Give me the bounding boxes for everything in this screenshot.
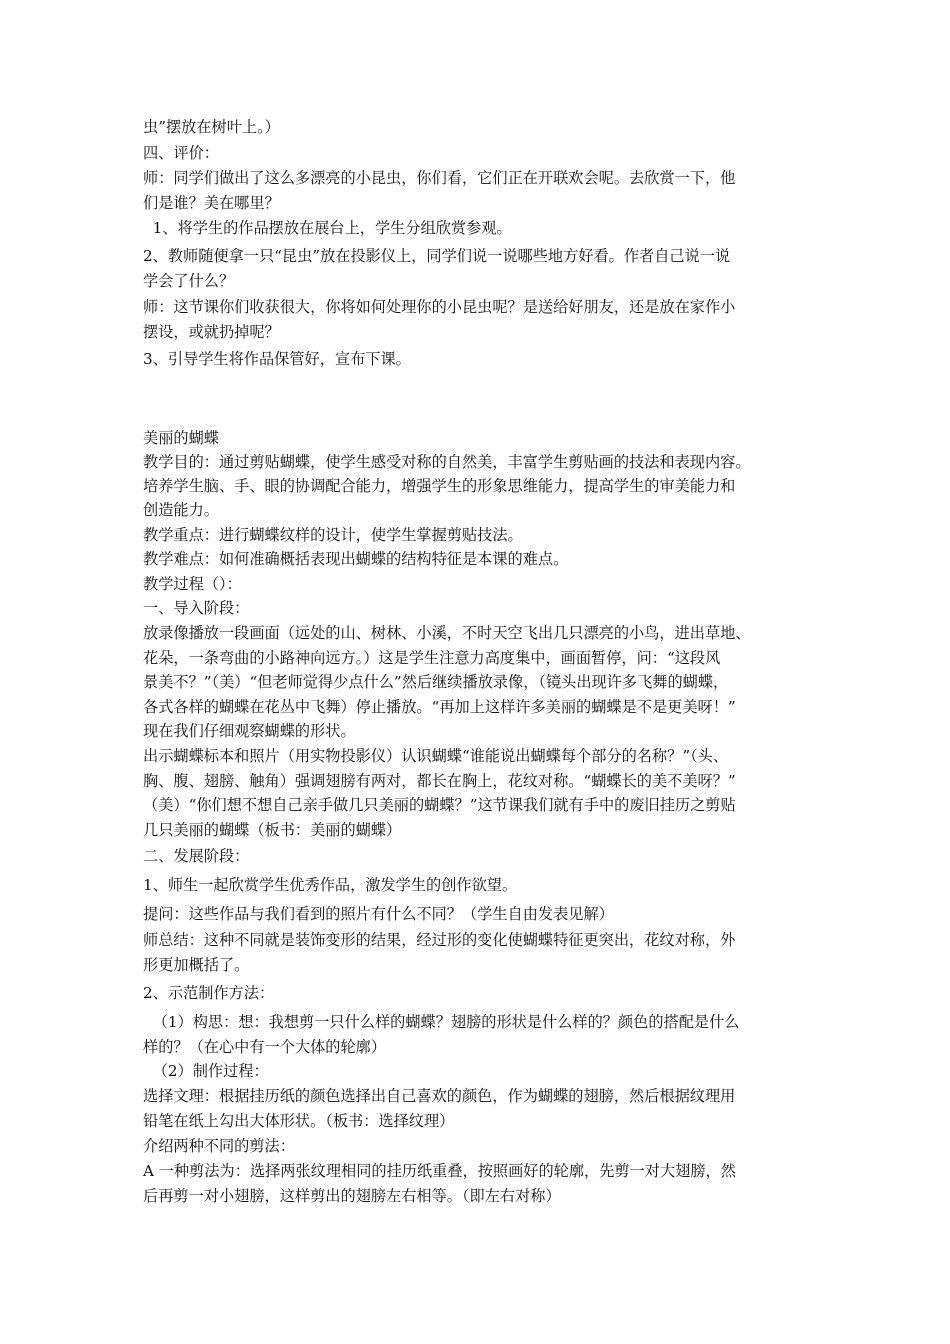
- text-line: 提问：这些作品与我们看到的照片有什么不同？（学生自由发表见解）: [143, 905, 614, 923]
- text-line: （美）“你们想不想自己亲手做几只美丽的蝴蝶？”这节课我们就有手中的废旧挂历之剪贴: [143, 796, 736, 814]
- text-line: 后再剪一对小翅膀，这样剪出的翅膀左右相等。（即左右对称）: [143, 1187, 561, 1205]
- text-line: 选择文理：根据挂历纸的颜色选择出自己喜欢的颜色，作为蝴蝶的翅膀，然后根据纹理用: [143, 1087, 736, 1105]
- text-line: 几只美丽的蝴蝶（板书：美丽的蝴蝶）: [143, 821, 402, 839]
- text-line: 教学过程（）：: [143, 575, 242, 593]
- text-line: 样的？（在心中有一个大体的轮廓）: [143, 1038, 386, 1056]
- list-item: 2、教师随便拿一只“昆虫”放在投影仪上，同学们说一说哪些地方好看。作者自己说一说: [143, 247, 731, 265]
- text-line: 铅笔在纸上勾出大体形状。（板书：选择纹理）: [143, 1112, 455, 1130]
- text-line: 介绍两种不同的剪法：: [143, 1137, 295, 1155]
- lesson-title: 美丽的蝴蝶: [143, 429, 219, 447]
- text-line: 们是谁？美在哪里？: [143, 194, 280, 212]
- text-line: 景美不？”（美）“但老师觉得少点什么”然后继续播放录像，（镜头出现许多飞舞的蝴蝶，: [143, 673, 729, 691]
- text-line: 师：这节课你们收获很大，你将如何处理你的小昆虫呢？是送给好朋友，还是放在家作小: [143, 298, 736, 316]
- text-line: 形更加概括了。: [143, 956, 250, 974]
- list-item: 2、示范制作方法：: [143, 984, 275, 1002]
- text-line: 师总结：这种不同就是装饰变形的结果，经过形的变化使蝴蝶特征更突出，花纹对称，外: [143, 931, 736, 949]
- text-line: 摆设，或就扔掉呢？: [143, 323, 280, 341]
- section-heading: 四、评价：: [143, 144, 219, 162]
- list-item: 1、师生一起欣赏学生优秀作品，激发学生的创作欲望。: [143, 876, 518, 894]
- section-heading: 二、发展阶段：: [143, 847, 250, 865]
- text-line: 教学目的：通过剪贴蝴蝶，使学生感受对称的自然美，丰富学生剪贴画的技法和表现内容。: [143, 453, 751, 471]
- list-item: A 一种剪法为：选择两张纹理相同的挂历纸重叠，按照画好的轮廓，先剪一对大翅膀，然: [143, 1162, 736, 1180]
- list-item: （2）制作过程：: [143, 1062, 269, 1080]
- list-item: （1）构思：想：我想剪一只什么样的蝴蝶？翅膀的形状是什么样的？颜色的搭配是什么: [143, 1013, 740, 1031]
- text-line: 虫”摆放在树叶上。）: [143, 118, 280, 136]
- text-line: 教学重点：进行蝴蝶纹样的设计，使学生掌握剪贴技法。: [143, 526, 523, 544]
- text-line: 培养学生脑、手、眼的协调配合能力，增强学生的形象思维能力，提高学生的审美能力和: [143, 477, 736, 495]
- text-line: 各式各样的蝴蝶在花丛中飞舞）停止播放。“再加上这样许多美丽的蝴蝶是不是更美呀！”: [143, 698, 736, 716]
- text-line: 出示蝴蝶标本和照片（用实物投影仪）认识蝴蝶“谁能说出蝴蝶每个部分的名称？”（头、: [143, 747, 729, 765]
- text-line: 创造能力。: [143, 501, 219, 519]
- text-line: 花朵，一条弯曲的小路神向远方。）这是学生注意力高度集中，画面暂停，问：“这段风: [143, 649, 721, 667]
- text-line: 现在我们仔细观察蝴蝶的形状。: [143, 722, 356, 740]
- text-line: 教学难点：如何准确概括表现出蝴蝶的结构特征是本课的难点。: [143, 550, 569, 568]
- list-item: 3、引导学生将作品保管好，宣布下课。: [143, 350, 411, 368]
- text-line: 师：同学们做出了这么多漂亮的小昆虫，你们看，它们正在开联欢会呢。去欣赏一下，他: [143, 169, 736, 187]
- text-line: 胸、腹、翅膀、触角）强调翅膀有两对，都长在胸上，花纹对称。“蝴蝶长的美不美呀？”: [143, 772, 736, 790]
- text-line: 学会了什么？: [143, 272, 235, 290]
- section-heading: 一、导入阶段：: [143, 599, 250, 617]
- text-line: 放录像播放一段画面（远处的山、树林、小溪，不时天空飞出几只漂亮的小鸟，进出草地、: [143, 624, 751, 642]
- list-item: 1、将学生的作品摆放在展台上，学生分组欣赏参观。: [143, 219, 512, 237]
